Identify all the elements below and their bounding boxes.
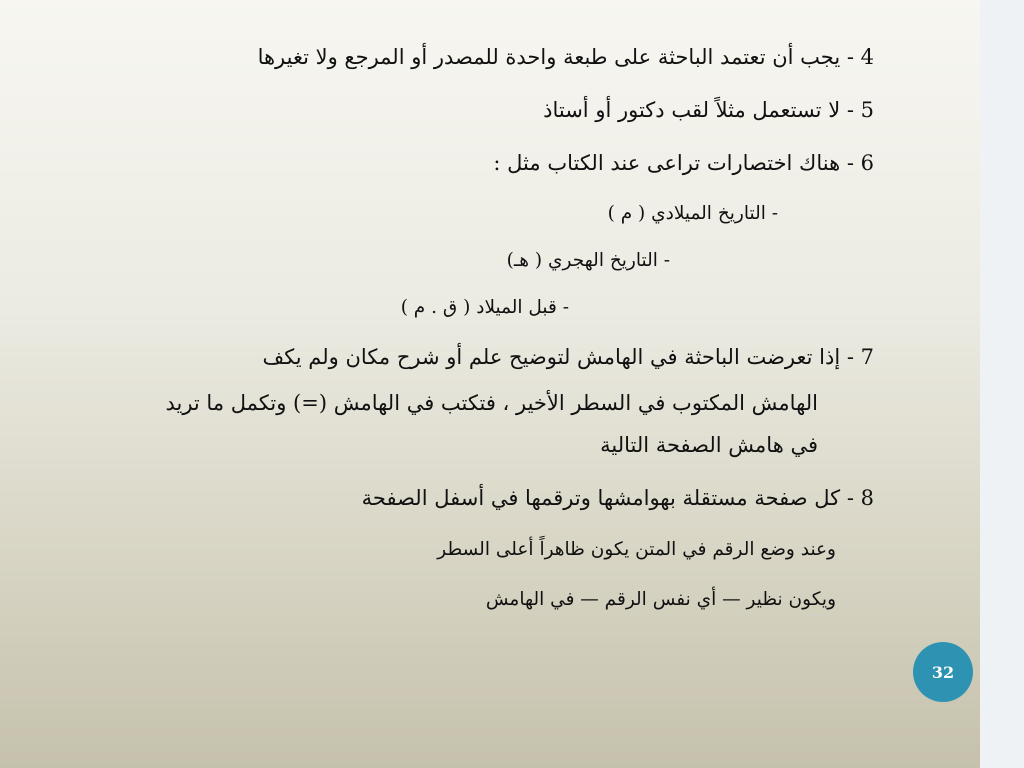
- point-4: 4 - يجب أن تعتمد الباحثة على طبعة واحدة للمصدر أو المرجع ولا تغيرها: [257, 45, 874, 69]
- point-6: 6 - هناك اختصارات تراعى عند الكتاب مثل :: [493, 151, 874, 175]
- point-8: 8 - كل صفحة مستقلة بهوامشها وترقمها في أسفل الصفحة: [361, 486, 874, 510]
- point-7: 7 - إذا تعرضت الباحثة في الهامش لتوضيح علم أو شرح مكان ولم يكف: [262, 345, 874, 369]
- point-7-cont: في هامش الصفحة التالية: [600, 433, 818, 457]
- point-7-cont: الهامش المكتوب في السطر الأخير ، فتكتب في الهامش (=) وتكمل ما تريد: [165, 391, 818, 415]
- slide-frame-border: [980, 0, 1024, 768]
- abbrev-hijri: - التاريخ الهجري ( هـ): [506, 250, 670, 271]
- abbrev-gregorian: - التاريخ الميلادي ( م ): [607, 203, 778, 224]
- abbrev-bc: - قبل الميلاد ( ق . م ): [400, 297, 569, 318]
- point-5: 5 - لا تستعمل مثلاً لقب دكتور أو أستاذ: [543, 98, 874, 122]
- point-8-cont: ويكون نظير — أي نفس الرقم — في الهامش: [485, 589, 836, 610]
- point-8-cont: وعند وضع الرقم في المتن يكون ظاهراً أعلى السطر: [437, 539, 836, 560]
- page-number-badge: 32: [913, 642, 973, 702]
